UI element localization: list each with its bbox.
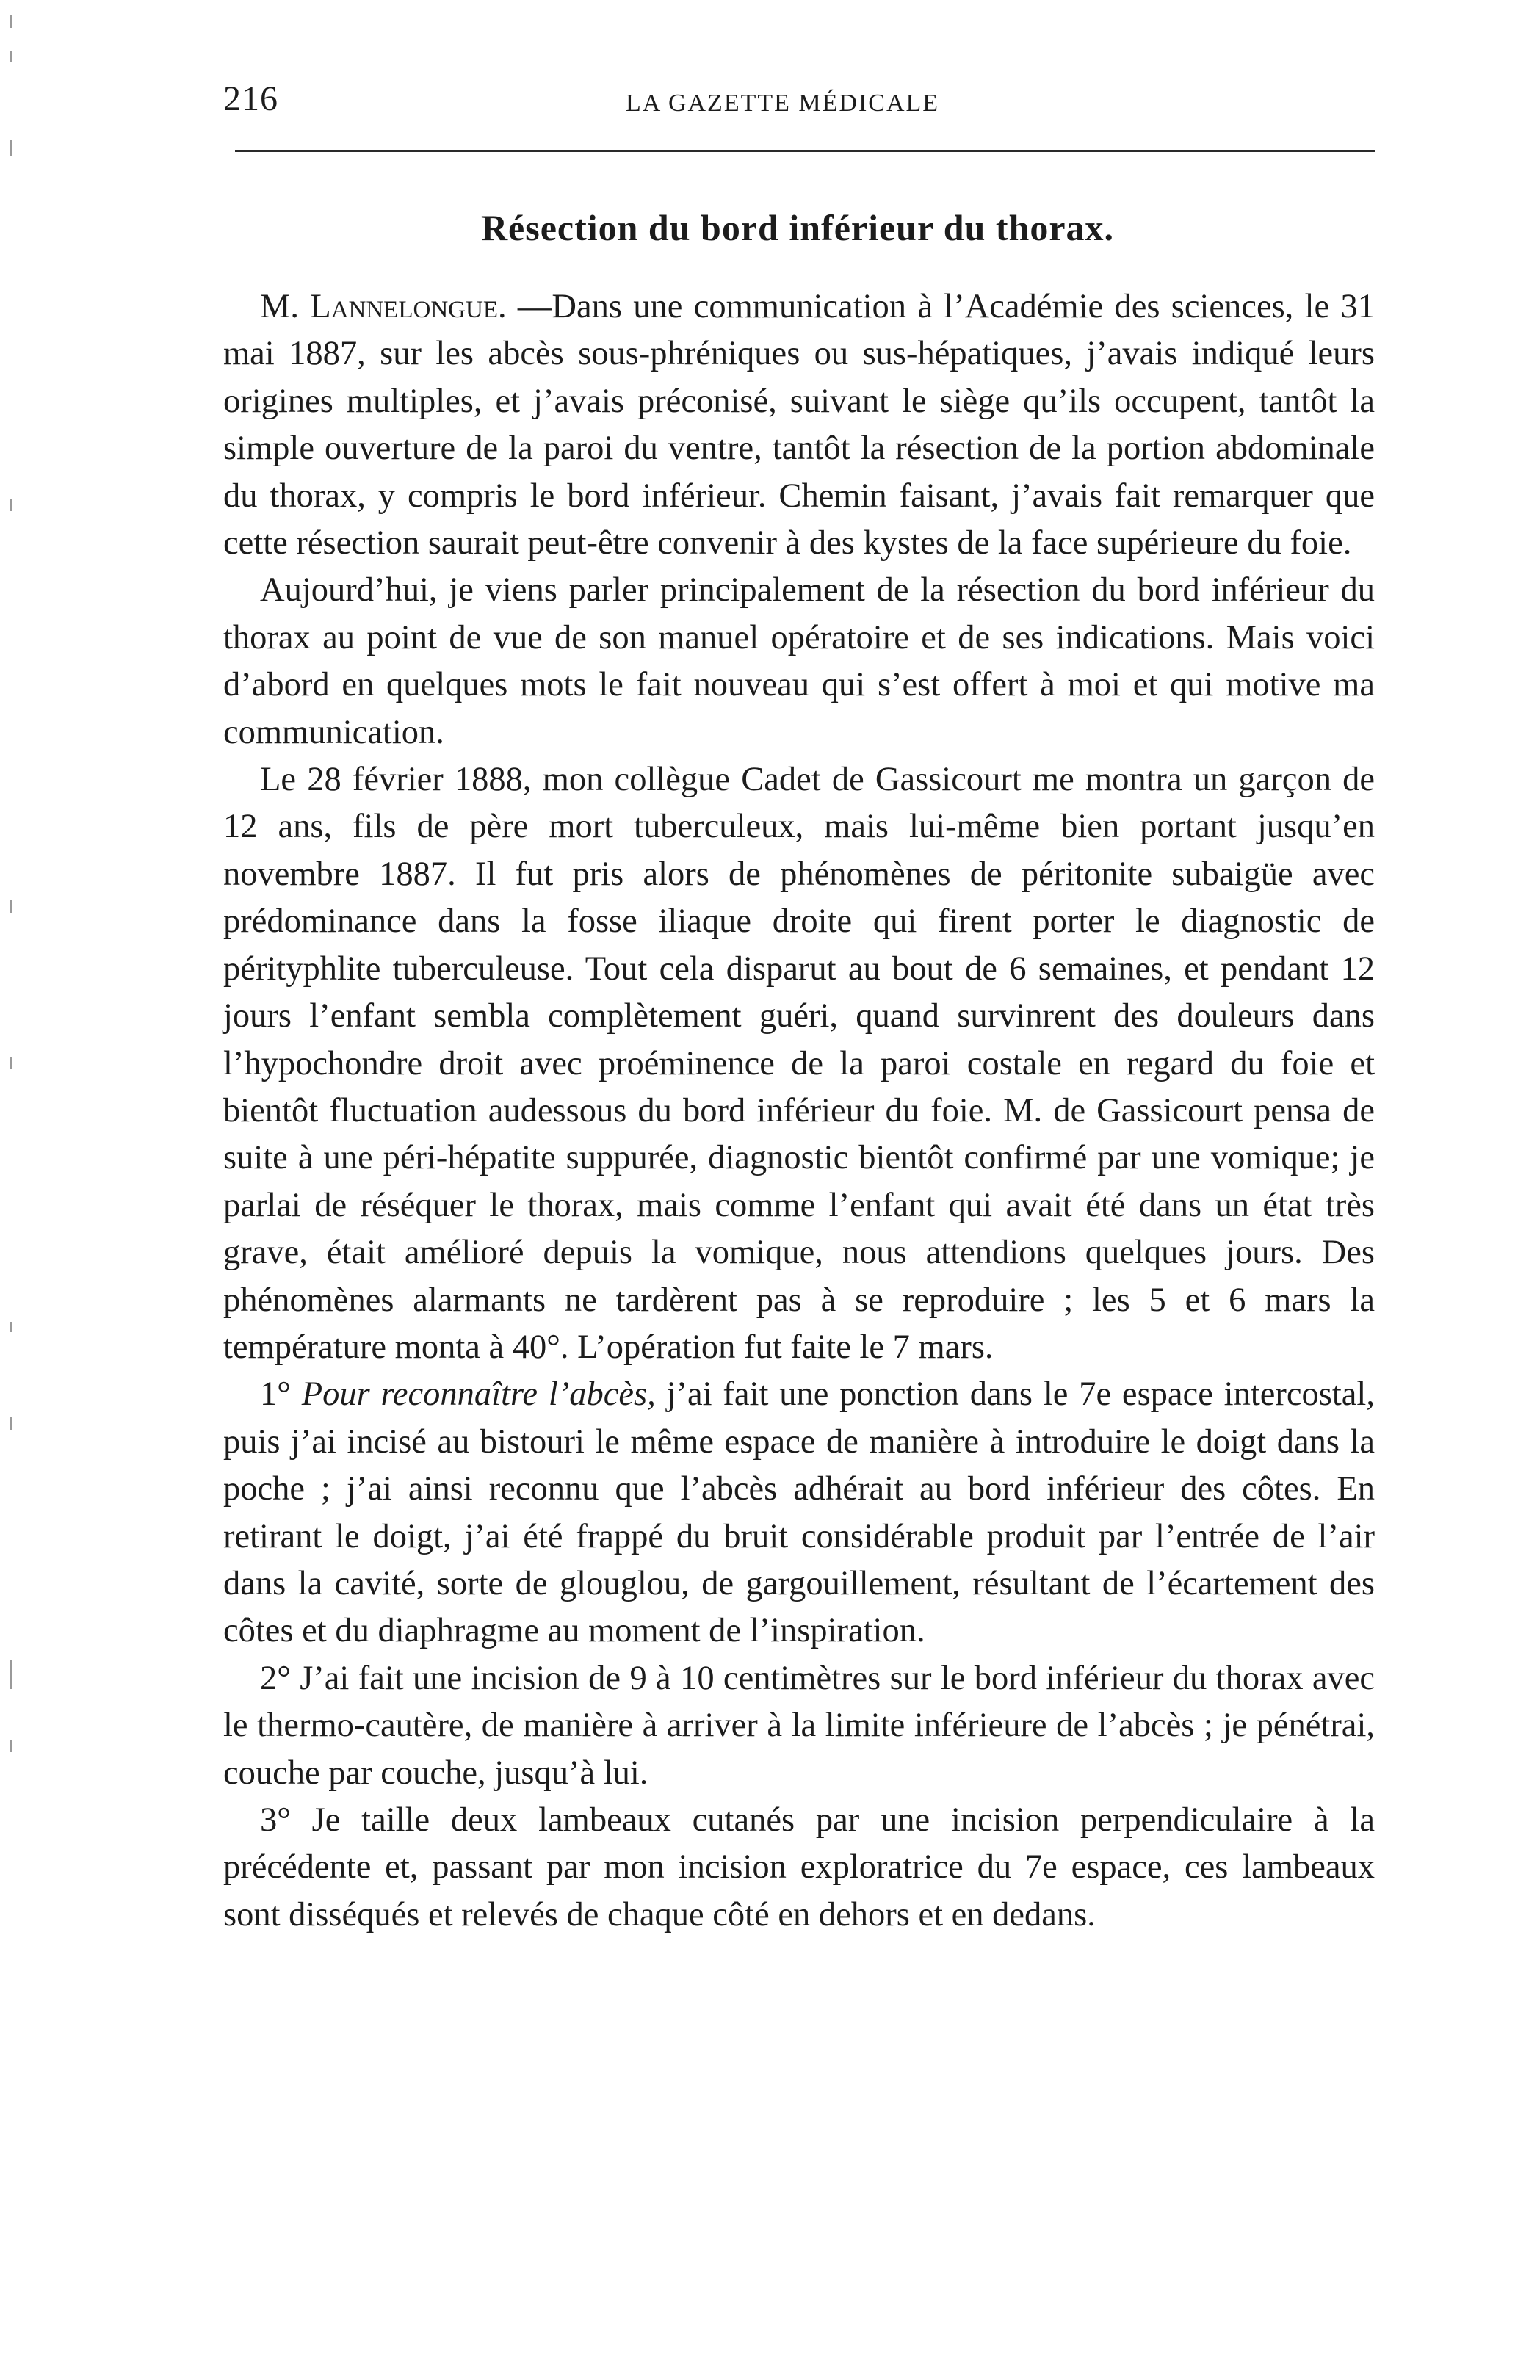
author-name: M. Lannelongue. xyxy=(260,288,507,325)
italic-phrase: Pour reconnaître l’abcès, xyxy=(301,1375,656,1414)
paragraph-5: 2° J’ai fait une incision de 9 à 10 centimètres sur le bord inférieur du thorax avec le thermo-cautère, de manière à arriver à la limite inférieure de l’abcès ; je pénétrai, couche par couche, jusqu’à lui. xyxy=(223,1659,1375,1792)
margin-mark xyxy=(10,15,12,28)
paragraph-1 xyxy=(223,283,1375,567)
running-title: LA GAZETTE MÉDICALE xyxy=(626,90,940,117)
margin-mark xyxy=(10,51,12,62)
margin-mark xyxy=(10,1417,12,1430)
paragraph-3: Le 28 février 1888, mon collègue Cadet de Gassicourt me montra un garçon de 12 ans, fils de père mort tuberculeux, mais lui-même bien portant jusqu’en novembre 1887. Il fut pris alors de phénomènes de péritonite subaigüe avec prédominance dans la fosse iliaque droite qui firent porter le diagnostic de pérityphlite tuberculeuse. Tout cela disparut au bout de 6 semaines, et pendant 12 jours l’enfant sembla complètement guéri, quand survinrent des douleurs dans l’hypochondre droit avec proéminence de la paroi costale en regard du foie et bientôt fluctuation audessous du bord inférieur du foie. M. de Gassicourt pensa de suite à une péri-hépatite suppurée, diagnostic bientôt confirmé par une vomique; je parlai de réséquer le thorax, mais comme l’enfant qui avait été dans un état très grave, était amélioré depuis la vomique, nous attendions quelques jours. Des phénomènes alarmants ne tardèrent pas à se reproduire ; les 5 et 6 mars la température monta à 40°. L’opération fut faite le 7 mars. xyxy=(223,761,1375,1366)
header-rule xyxy=(235,150,1375,152)
margin-mark xyxy=(10,1057,12,1069)
paragraph-text: —Dans une communication à l’Académie des sciences, le 31 mai 1887, sur les abcès sous-phréniques ou sus-hépatiques, j’avais indiqué leurs origines multiples, et j’avais préconisé, suivant le siège qu’ils occupent, tantôt la simple ouverture de la paroi du ventre, tantôt la résection de la portion abdominale du thorax, y compris le bord inférieur. Chemin faisant, j’avais fait remarquer que cette résection saurait peut-être convenir à des kystes de la face supérieure du foie. xyxy=(223,288,1375,563)
margin-mark xyxy=(10,900,12,913)
article-title: Résection du bord inférieur du thorax. xyxy=(480,207,1115,248)
paragraph-2: Aujourd’hui, je viens parler principalement de la résection du bord inférieur du thorax au point de vue de son manuel opératoire et de ses indications. Mais voici d’abord en quelques mots le fait nouveau qui s’est offert à moi et qui motive ma communication. xyxy=(223,571,1375,751)
margin-mark xyxy=(10,1740,12,1752)
page-header xyxy=(223,73,1375,125)
article-body xyxy=(223,283,1375,1939)
margin-mark xyxy=(10,499,12,511)
margin-mark xyxy=(10,140,12,156)
scan-margin-marks xyxy=(10,0,40,2380)
paragraph-text: j’ai fait une ponction dans le 7e espace intercostal, puis j’ai incisé au bistouri le même espace de manière à introduire le doigt dans la poche ; j’ai ainsi reconnu que l’abcès adhérait au bord inférieur des côtes. En retirant le doigt, j’ai été frappé du bruit considérable produit par l’entrée de l’air dans la cavité, sorte de glouglou, de gargouillement, résultant de l’écartement des côtes et du diaphragme au moment de l’inspiration. xyxy=(223,1375,1375,1650)
paragraph-6: 3° Je taille deux lambeaux cutanés par une incision perpendiculaire à la précédente et, passant par mon incision exploratrice du 7e espace, ces lambeaux sont disséqués et relevés de chaque côté en dehors et en dedans. xyxy=(223,1801,1375,1934)
list-number: 1° xyxy=(260,1375,302,1414)
paragraph-4 xyxy=(223,1371,1375,1654)
margin-mark xyxy=(10,1322,12,1332)
page-number: 216 xyxy=(223,79,278,118)
margin-mark xyxy=(10,1660,12,1689)
